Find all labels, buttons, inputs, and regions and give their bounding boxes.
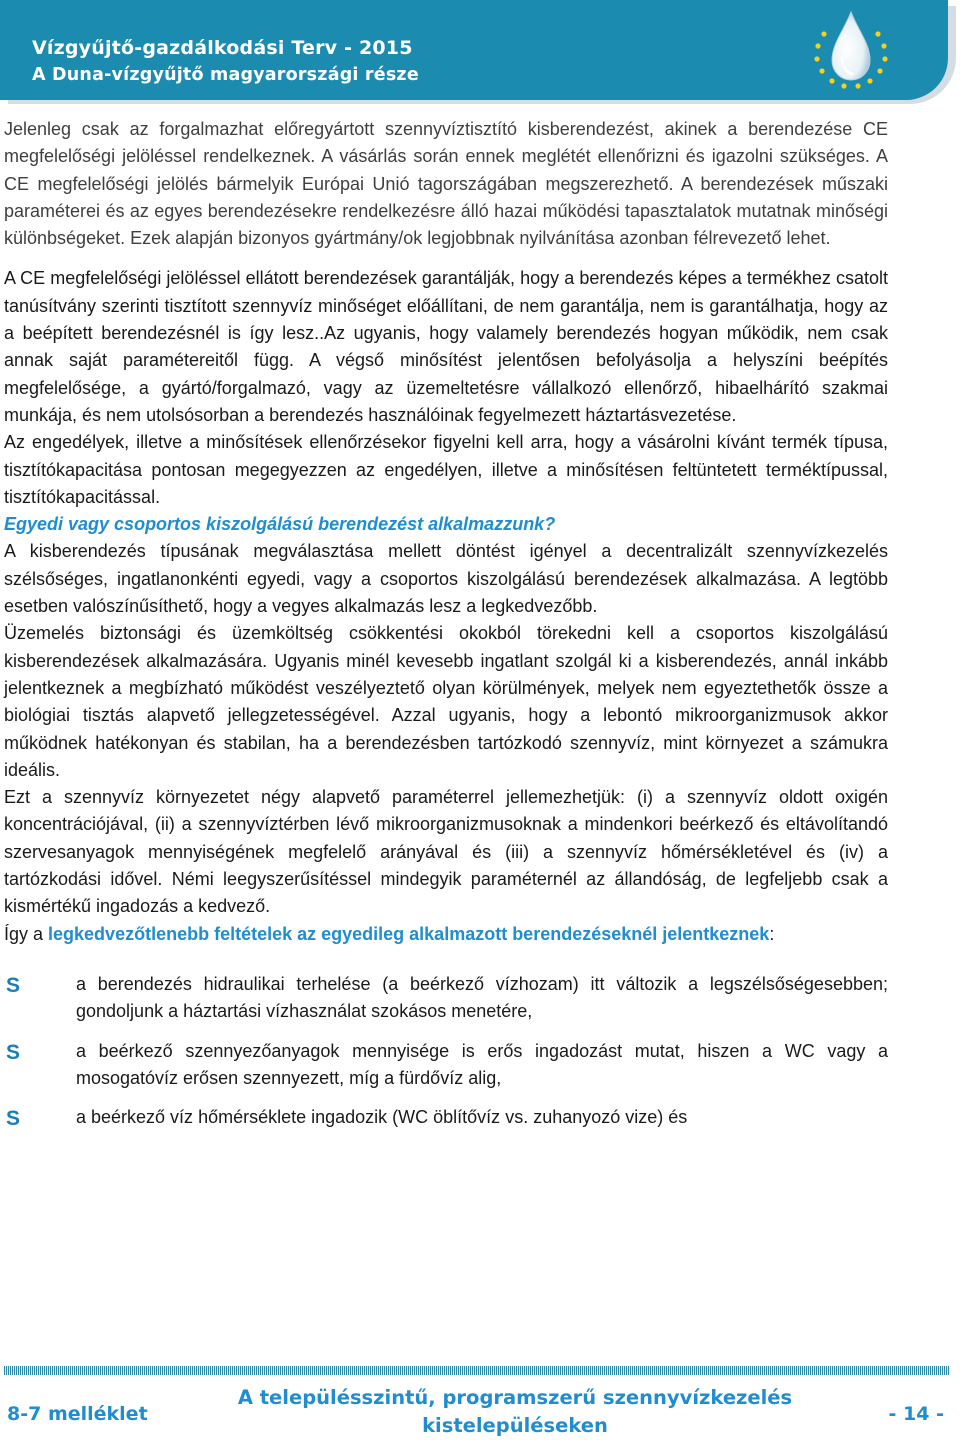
page-footer <box>0 1366 960 1440</box>
paragraph-group-service: Üzemelés biztonsági és üzemköltség csökkentési okokból törekedni kell a csoportos kiszolgálású kisberendezések alkalmazására. Ugyanis minél kevesebb ingatlant szolgál ki a kisberendezés, annál inkább jelentkeznek a megbízható működést veszélyeztető olyan körülmények, melyek nem egyeztethetők össze a biológiai tisztás alapvető jellegzetességével. Azzal ugyanis, hogy a lebontó mikroorganizmusok akkor működnek hatékonyan és stabilan, ha a berendezésben tartózkodó szennyvíz, mint környezet a számukra ideális. <box>4 623 888 780</box>
paragraph-prefix: Így a <box>4 923 49 944</box>
paragraph-ce-marking: Jelenleg csak az forgalmazhat előregyártott szennyvíztisztító kisberendezést, akinek a berendezése CE megfelelőségi jelöléssel rendelkeznek. A vásárlás során ennek meglétét ellenőrizni és igazolni szükséges. A CE megfelelőségi jelölés bármelyik Európai Unió tagországában megszerezhető. A berendezések műszaki paraméterei és az egyes berendezésekre rendelkezésre álló hazai működési tapasztalatok mutatnak minőségi különbségeket. Ezek alapján bizonyos gyártmány/ok legjobbnak nyilvánítása azonban félrevezető lehet. <box>4 119 888 249</box>
bullet-icon: S <box>6 1040 21 1064</box>
list-item-text: a beérkező szennyezőanyagok mennyisége is erős ingadozást mutat, hiszen a WC vagy a mosogatóvíz erősen szennyezett, míg a fürdővíz alig, <box>76 1040 888 1088</box>
paragraph-permits: Az engedélyek, illetve a minősítések ellenőrzésekor figyelni kell arra, hogy a vásárolni kívánt termék típusa, tisztítókapacitása pontosan megegyezzen az engedélyen, illetve a minősítésen feltüntetett terméktípussal, tisztítókapacitással. <box>4 432 888 507</box>
page-header <box>0 0 960 104</box>
conditions-list <box>4 971 888 1131</box>
list-item <box>4 1104 888 1131</box>
eu-stars-water-drop-logo-icon <box>806 4 896 96</box>
list-item-text: a beérkező víz hőmérséklete ingadozik (WC öblítővíz vs. zuhanyozó vize) és <box>76 1107 688 1128</box>
document-body <box>4 116 888 1143</box>
list-item-text: a berendezés hidraulikai terhelése (a beérkező vízhozam) itt változik a legszélsőségesebben; gondoljunk a háztartási vízhasználat szokásos menetére, <box>76 973 888 1022</box>
bullet-icon: S <box>6 973 21 997</box>
bullet-icon: S <box>6 1107 21 1131</box>
paragraph-unfavourable-conditions <box>4 921 888 948</box>
section-heading: Egyedi vagy csoportos kiszolgálású berendezést alkalmazzunk? <box>4 514 556 535</box>
header-subtitle: A Duna-vízgyűjtő magyarországi része <box>32 65 419 85</box>
footer-title-line-2: kistelepüléseken <box>422 1414 608 1437</box>
paragraph-suffix: : <box>769 923 775 944</box>
header-title: Vízgyűjtő-gazdálkodási Terv - 2015 <box>32 37 413 59</box>
paragraph-type-selection: A kisberendezés típusának megválasztása mellett döntést igényel a decentralizált szennyvízkezelés szélsőséges, ingatlanonkénti egyedi, vagy a csoportos kiszolgálású berendezések alkalmazása. A legtöbb esetben valószínűsíthető, hogy a vegyes alkalmazás lesz a legkedvezőbb. <box>4 541 888 617</box>
footer-divider <box>4 1366 950 1375</box>
footer-document-title <box>200 1384 830 1440</box>
paragraph-parameters: Ezt a szennyvíz környezetet négy alapvető paraméterrel jellemezhetjük: (i) a szennyvíz oldott oxigén koncentrációjával, (ii) a szennyvíztérben lévő mikroorganizmusoknak a mindenkori beérkező és eltávolítandó szervesanyagok mennyiségének megfelelő arányával és (iii) a szennyvíz hőmérsékletével és (iv) a tartózkodási idővel. Némi leegyszerűsítéssel mindegyik paraméternél az állandóság, de legfeljebb csak a kismértékű ingadozás a kedvező. <box>4 787 888 917</box>
highlighted-phrase: legkedvezőtlenebb feltételek az egyedileg alkalmazott berendezéseknél jelentkeznek <box>48 923 770 944</box>
footer-annex-label: 8-7 melléklet <box>7 1403 148 1425</box>
list-item <box>4 971 888 1026</box>
list-item <box>4 1038 888 1093</box>
paragraph-ce-guarantee: A CE megfelelőségi jelöléssel ellátott berendezések garantálják, hogy a berendezés képes a termékhez csatolt tanúsítvány szerinti tisztított szennyvíz minőséget előállítani, de nem garantálja, nem is garantálhatja, hogy az a beépített berendezésnél is így lesz..Az ugyanis, hogy valamely berendezés hogyan működik, nem csak annak saját paramétereitől függ. A végső minősítést jelentősen befolyásolja a helyszíni beépítés megfelelősége, a gyártó/forgalmazó, vagy az üzemeltetésre vállalkozó ellenőrző, hibaelhárító szakmai munkája, és nem utolsósorban a berendezés használóinak fegyelmezett háztartásvezetése. <box>4 268 888 425</box>
page-number: - 14 - <box>888 1403 944 1425</box>
footer-title-line-1: A településszintű, programszerű szennyvízkezelés <box>237 1386 793 1409</box>
